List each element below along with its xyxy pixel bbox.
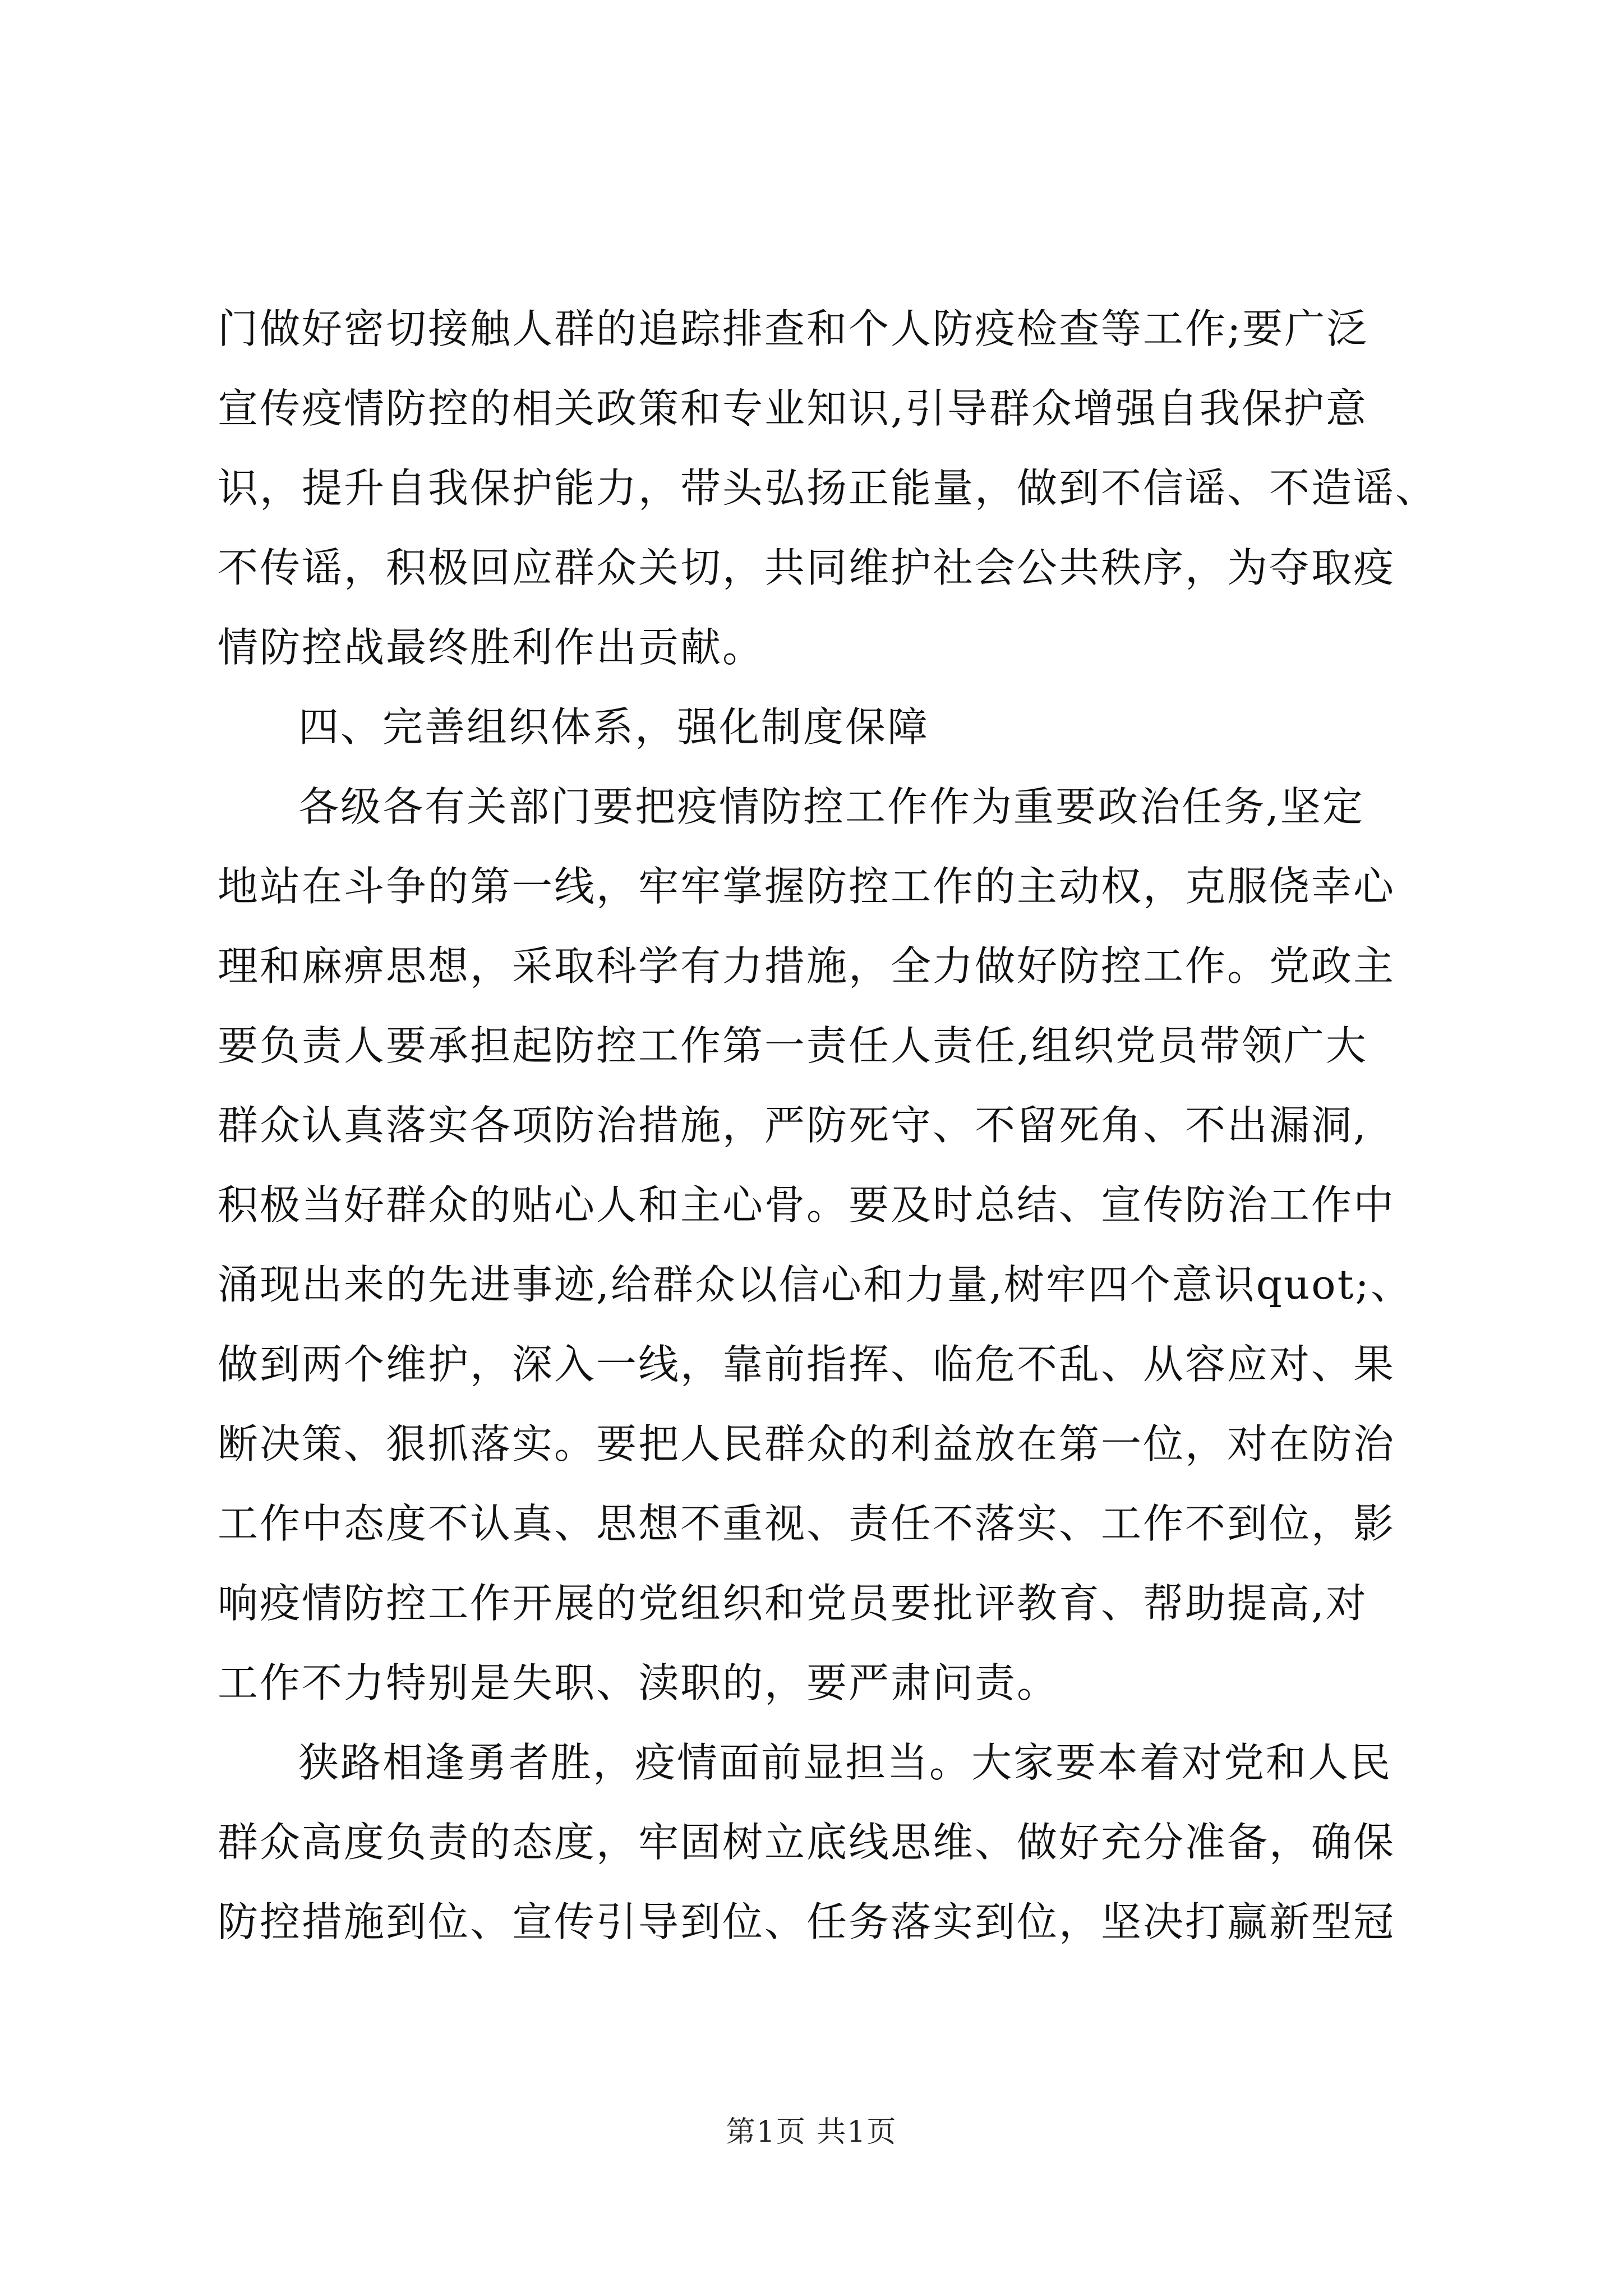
text-line: 工作不力特别是失职、渎职的，要严肃问责。 xyxy=(218,1659,1059,1706)
text-line: 情防控战最终胜利作出贡献。 xyxy=(218,624,765,671)
text-line: 门做好密切接触人群的追踪排查和个人防疫检查等工作;要广泛 xyxy=(218,305,1369,352)
paragraph-start-line: 各级各有关部门要把疫情防控工作作为重要政治任务,坚定 xyxy=(298,783,1364,830)
text-line: 群众高度负责的态度，牢固树立底线思维、做好充分准备，确保 xyxy=(218,1819,1396,1866)
text-line: 群众认真落实各项防治措施，严防死守、不留死角、不出漏洞, xyxy=(218,1102,1368,1149)
text-line: 断决策、狠抓落实。要把人民群众的利益放在第一位，对在防治 xyxy=(218,1420,1396,1467)
text-line: 不传谣，积极回应群众关切，共同维护社会公共秩序，为夺取疫 xyxy=(218,544,1396,591)
text-line: 识，提升自我保护能力，带头弘扬正能量，做到不信谣、不造谣、 xyxy=(218,464,1438,512)
text-line: 地站在斗争的第一线，牢牢掌握防控工作的主动权，克服侥幸心 xyxy=(218,863,1396,910)
paragraph-start-line: 狭路相逢勇者胜，疫情面前显担当。大家要本着对党和人民 xyxy=(298,1739,1393,1786)
text-line: 理和麻痹思想，采取科学有力措施，全力做好防控工作。党政主 xyxy=(218,942,1396,990)
text-line: 涌现出来的先进事迹,给群众以信心和力量,树牢四个意识quot;、 xyxy=(218,1261,1413,1308)
text-line: 响疫情防控工作开展的党组织和党员要批评教育、帮助提高,对 xyxy=(218,1580,1368,1627)
text-line: 做到两个维护，深入一线，靠前指挥、临危不乱、从容应对、果 xyxy=(218,1341,1396,1388)
text-line: 工作中态度不认真、思想不重视、责任不落实、工作不到位，影 xyxy=(218,1500,1396,1547)
document-body xyxy=(218,289,1438,1962)
text-line: 防控措施到位、宣传引导到位、任务落实到位，坚决打赢新型冠 xyxy=(218,1898,1396,1945)
section-heading: 四、完善组织体系，强化制度保障 xyxy=(298,703,930,751)
text-line: 积极当好群众的贴心人和主心骨。要及时总结、宣传防治工作中 xyxy=(218,1181,1396,1228)
page-number-footer: 第1页 共1页 xyxy=(726,2115,897,2149)
text-line: 宣传疫情防控的相关政策和专业知识,引导群众增强自我保护意 xyxy=(218,385,1368,432)
text-line: 要负责人要承担起防控工作第一责任人责任,组织党员带领广大 xyxy=(218,1022,1368,1069)
